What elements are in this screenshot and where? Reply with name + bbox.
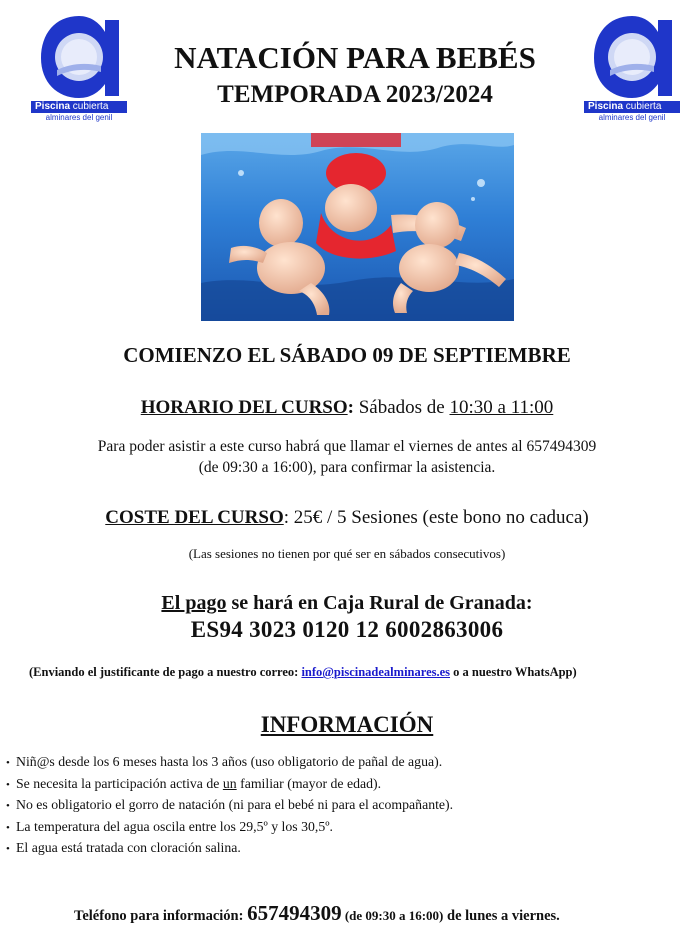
bullet-icon: • bbox=[6, 800, 10, 813]
pool-logo-subtitle: alminares del genil bbox=[45, 113, 113, 122]
pool-logo-mark bbox=[35, 12, 123, 100]
footer-phone-info bbox=[74, 901, 560, 926]
phone-prefix: Teléfono para información: bbox=[74, 908, 248, 924]
bullet-icon: • bbox=[6, 778, 10, 791]
payment-info bbox=[0, 590, 694, 616]
info-heading-text: INFORMACIÓN bbox=[260, 712, 434, 737]
receipt-suffix: o a nuestro WhatsApp) bbox=[450, 665, 577, 679]
bullet-icon: • bbox=[6, 757, 10, 769]
underwater-photo-illustration bbox=[201, 133, 514, 321]
list-item: • No es obligatorio el gorro de natación (ni para el bebé ni para el acompañante). bbox=[6, 795, 453, 817]
phone-hours: (de 09:30 a 16:00) bbox=[341, 908, 444, 923]
cost-text: : 25€ / 5 Sesiones (este bono no caduca) bbox=[283, 507, 589, 528]
pool-logo-mark bbox=[588, 12, 676, 100]
course-cost bbox=[0, 506, 694, 530]
info-heading bbox=[0, 710, 694, 740]
list-item: • Niñ@s desde los 6 meses hasta los 3 años (uso obligatorio de pañal de agua). bbox=[6, 752, 453, 774]
cost-label: COSTE DEL CURSO bbox=[105, 507, 284, 528]
pool-logo-subtitle: alminares del genil bbox=[598, 113, 666, 122]
schedule-colon: : bbox=[347, 397, 354, 418]
list-item: • El agua está tratada con cloración salina. bbox=[6, 838, 453, 860]
list-item: • La temperatura del agua oscila entre los 29,5º y los 30,5º. bbox=[6, 817, 453, 839]
underwater-babies-photo bbox=[201, 133, 514, 321]
pool-logo-right bbox=[584, 12, 680, 124]
email-link[interactable]: info@piscinadealminares.es bbox=[301, 665, 451, 679]
schedule-time: 10:30 a 11:00 bbox=[449, 397, 554, 418]
list-item: • Se necesita la participación activa de un familiar (mayor de edad). bbox=[6, 774, 453, 796]
payment-receipt-note bbox=[29, 664, 577, 680]
payment-label: El pago bbox=[161, 592, 227, 614]
schedule-label: HORARIO DEL CURSO bbox=[140, 397, 348, 418]
phone-days: de lunes a viernes. bbox=[443, 908, 560, 924]
payment-bank: se hará en Caja Rural de Granada: bbox=[226, 592, 533, 614]
attendance-note-line2: (de 09:30 a 16:00), para confirmar la asistencia. bbox=[198, 459, 496, 476]
info-list bbox=[6, 752, 453, 860]
cost-note: (Las sesiones no tienen por qué ser en sábados consecutivos) bbox=[188, 546, 506, 561]
bullet-icon: • bbox=[6, 843, 10, 856]
pool-logo-brand: Piscina cubierta bbox=[31, 101, 127, 113]
pool-logo-left bbox=[31, 12, 127, 124]
page-title: NATACIÓN PARA BEBÉS bbox=[174, 40, 536, 75]
payment-iban: ES94 3023 0120 12 6002863006 bbox=[190, 617, 504, 642]
season-subtitle: TEMPORADA 2023/2024 bbox=[217, 81, 493, 108]
pool-logo-brand: Piscina cubierta bbox=[584, 101, 680, 113]
receipt-prefix: (Enviando el justificante de pago a nuestro correo: bbox=[29, 665, 302, 679]
phone-number[interactable]: 657494309 bbox=[247, 901, 342, 925]
start-date: COMIENZO EL SÁBADO 09 DE SEPTIEMBRE bbox=[123, 343, 571, 367]
attendance-note-line1: Para poder asistir a este curso habrá que llamar el viernes de antes al 657494309 bbox=[97, 438, 597, 455]
schedule-text: Sábados de bbox=[353, 397, 450, 418]
pool-logo-icon bbox=[35, 12, 123, 100]
pool-logo-icon bbox=[588, 12, 676, 100]
bullet-icon: • bbox=[6, 821, 10, 834]
course-schedule bbox=[0, 396, 694, 420]
